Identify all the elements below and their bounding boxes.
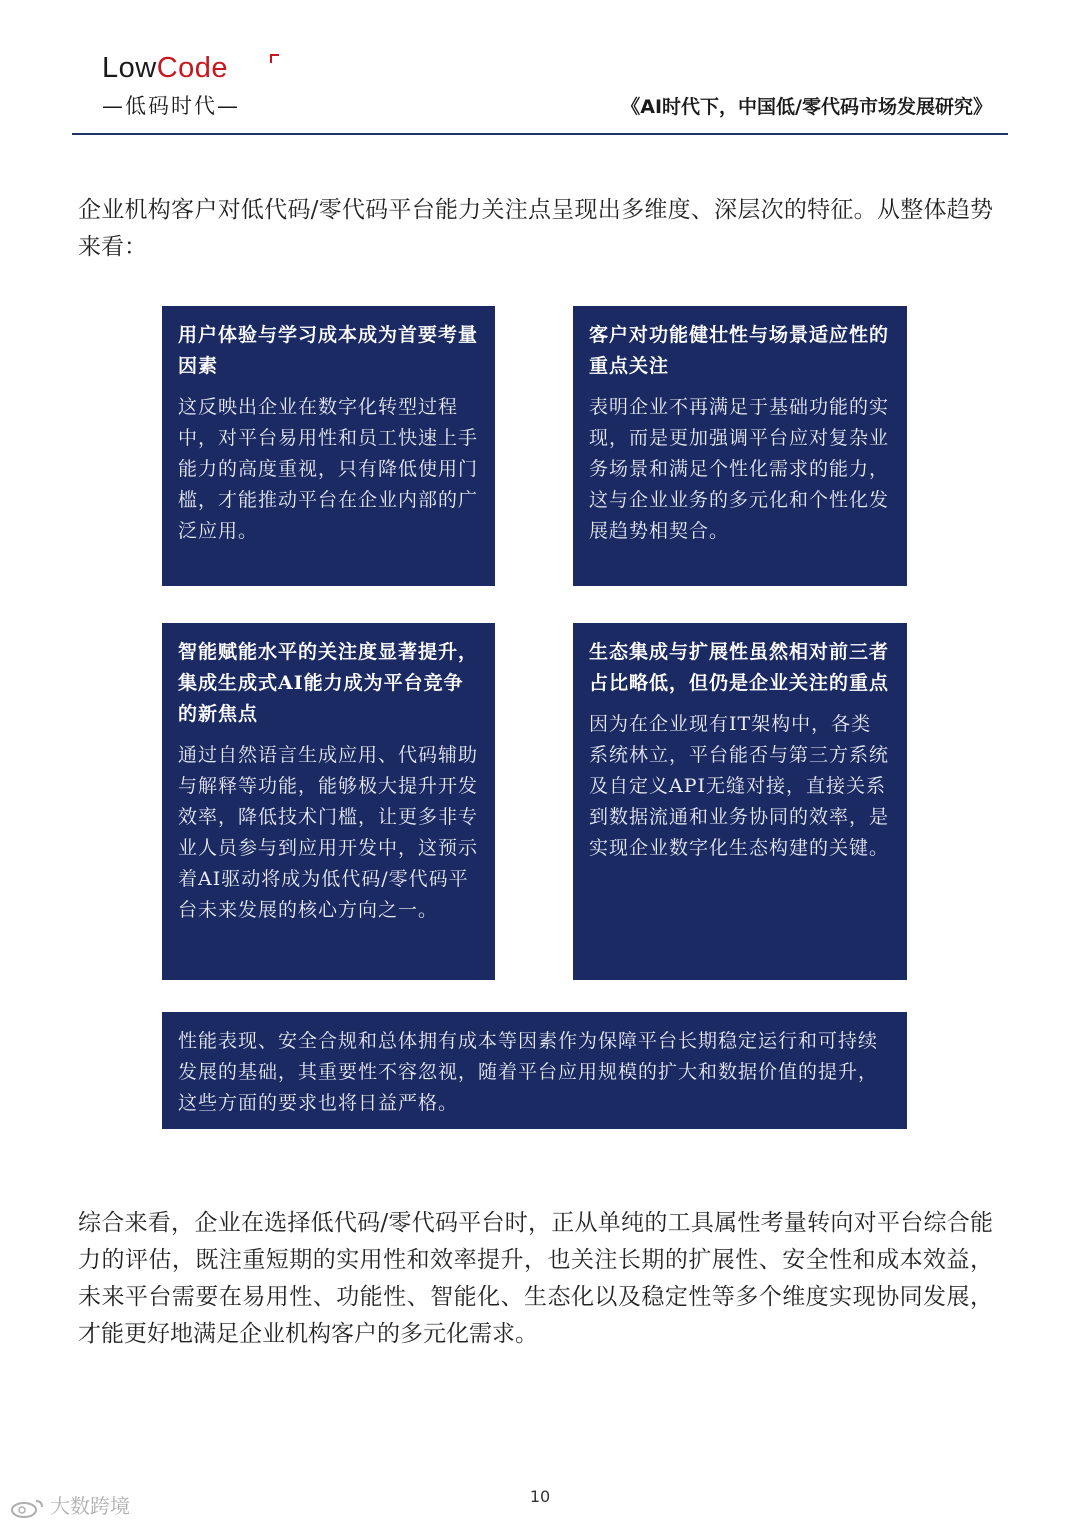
logo-code: Code xyxy=(156,52,229,84)
conclusion-paragraph: 综合来看，企业在选择低代码/零代码平台时，正从单纯的工具属性考量转向对平台综合能力的评估，既注重短期的实用性和效率提升，也关注长期的扩展性、安全性和成本效益，未来平台需要在易用性、功能性、智能化、生态化以及稳定性等多个维度实现协同发展，才能更好地满足企业机构客户的多元化需求。 xyxy=(78,1210,993,1347)
callout-box-performance-security xyxy=(162,1012,907,1129)
logo-low: Low xyxy=(102,52,157,84)
callout-title: 生态集成与扩展性虽然相对前三者占比略低，但仍是企业关注的重点 xyxy=(589,641,890,694)
page-number: 10 xyxy=(529,1487,551,1506)
callout-box-user-experience xyxy=(162,306,495,586)
callout-title: 客户对功能健壮性与场景适应性的重点关注 xyxy=(589,324,890,377)
callout-box-ecosystem xyxy=(573,623,907,980)
header-divider xyxy=(72,133,1008,135)
lowcode-logo xyxy=(100,52,240,122)
callout-title: 用户体验与学习成本成为首要考量因素 xyxy=(178,324,479,377)
intro-paragraph: 企业机构客户对低代码/零代码平台能力关注点呈现出多维度、深层次的特征。从整体趋势来看： xyxy=(78,197,993,260)
weibo-icon xyxy=(10,1497,46,1519)
callout-body: 表明企业不再满足于基础功能的实现，而是更加强调平台应对复杂业务场景和满足个性化需求的能力，这与企业业务的多元化和个性化发展趋势相契合。 xyxy=(589,396,890,542)
watermark-text: 大数跨境 xyxy=(50,1494,130,1518)
watermark xyxy=(10,1490,130,1519)
callout-body: 通过自然语言生成应用、代码辅助与解释等功能，能够极大提升开发效率，降低技术门槛，让更多非专业人员参与到应用开发中，这预示着AI驱动将成为低代码/零代码平台未来发展的核心方向之一。 xyxy=(178,744,479,921)
callout-box-ai-enablement xyxy=(162,623,495,980)
callout-box-robustness xyxy=(573,306,907,586)
logo-subtitle: —低码时代— xyxy=(102,94,240,118)
callout-title: 智能赋能水平的关注度显著提升，集成生成式AI能力成为平台竞争的新焦点 xyxy=(178,641,479,725)
report-title: 《AI时代下，中国低/零代码市场发展研究》 xyxy=(621,96,992,118)
logo-wordmark xyxy=(102,52,228,85)
callout-body: 这反映出企业在数字化转型过程中，对平台易用性和员工快速上手能力的高度重视，只有降低使用门槛，才能推动平台在企业内部的广泛应用。 xyxy=(178,396,479,542)
callout-body: 因为在企业现有IT架构中，各类系统林立，平台能否与第三方系统及自定义API无缝对接，直接关系到数据流通和业务协同的效率，是实现企业数字化生态构建的关键。 xyxy=(589,713,890,859)
logo-bracket-icon xyxy=(270,54,280,64)
callout-body: 性能表现、安全合规和总体拥有成本等因素作为保障平台长期稳定运行和可持续发展的基础，其重要性不容忽视，随着平台应用规模的扩大和数据价值的提升，这些方面的要求也将日益严格。 xyxy=(178,1030,879,1114)
